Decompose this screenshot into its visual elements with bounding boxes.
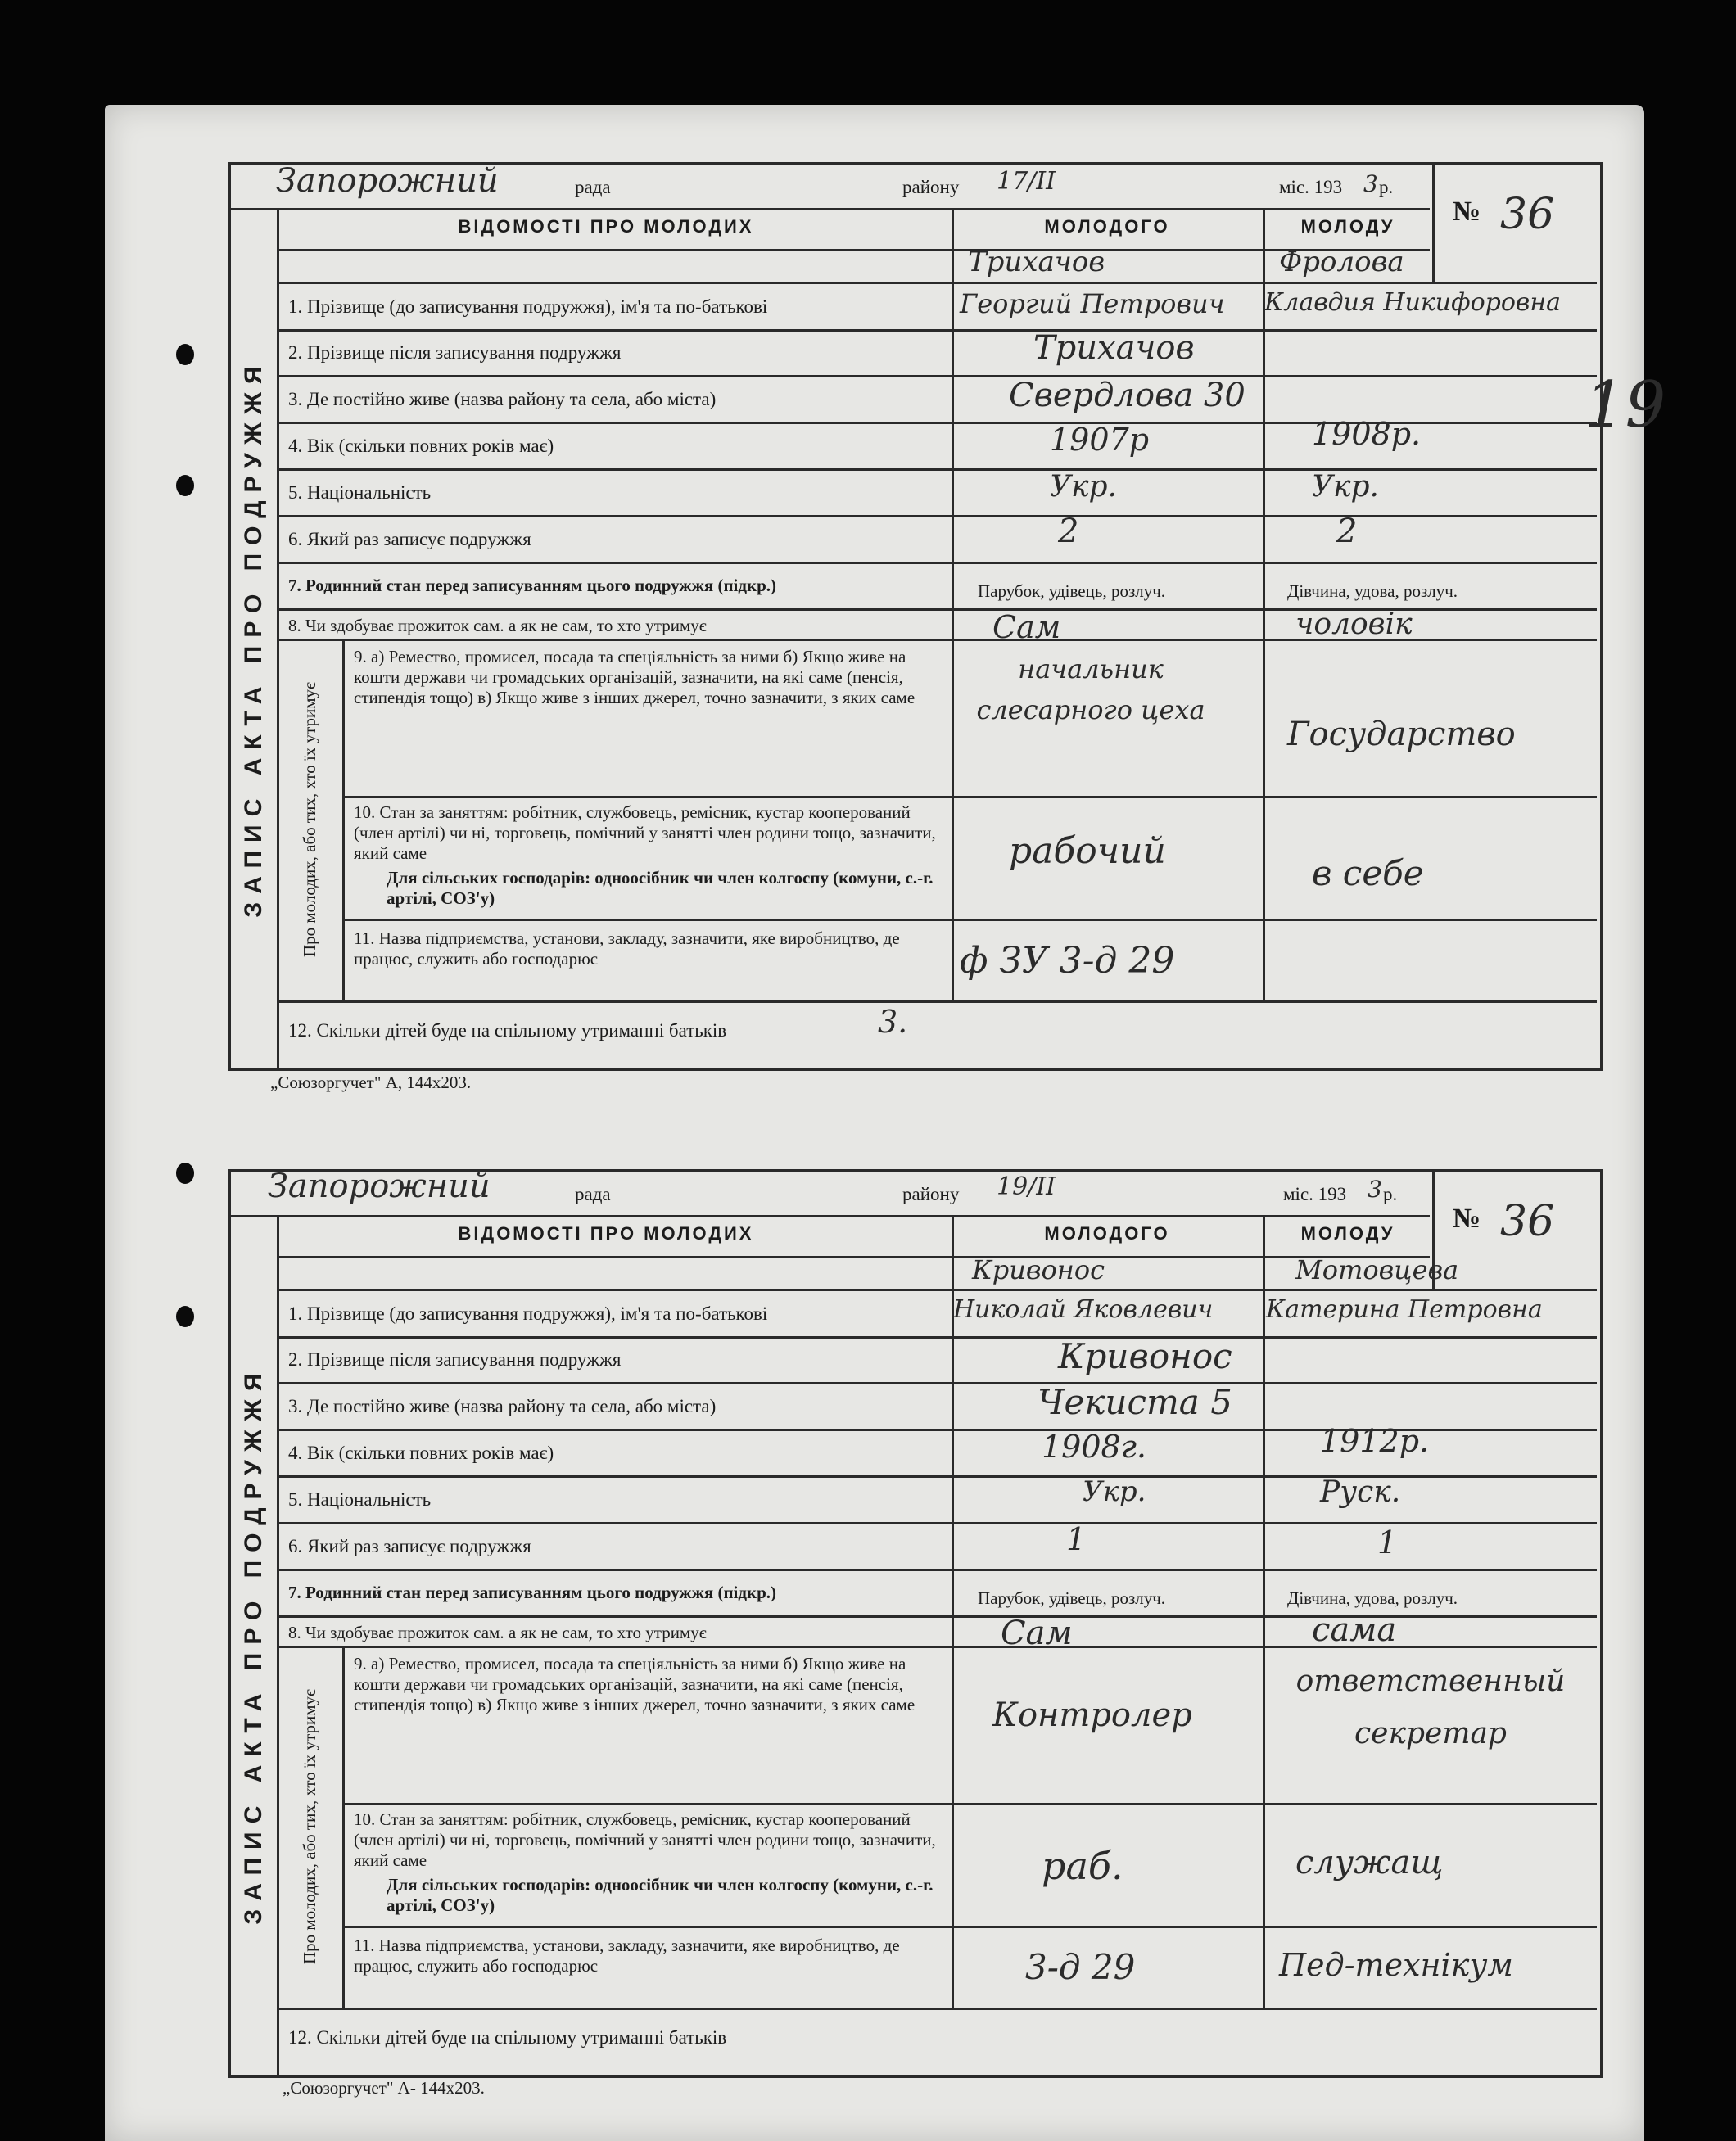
row-3-label: 3. Де постійно живе (назва району та села, або міста)	[288, 1396, 717, 1416]
form-header	[231, 1168, 1430, 1217]
month-label: міс. 193	[1279, 177, 1343, 197]
row-6-label: 6. Який раз записує подружжя	[288, 529, 531, 549]
bride-row-11-hw: Пед-технікум	[1279, 1947, 1513, 1983]
bride-name-hw: Клавдия Никифоровна	[1264, 288, 1562, 317]
bride-row-8-hw: чоловік	[1295, 608, 1413, 641]
row-8-label: 8. Чи здобуває прожиток сам. а як не сам, то хто утримує	[288, 616, 707, 635]
groom-times-hw: 1	[1066, 1521, 1087, 1557]
row-7-bride-options: Дівчина, удова, розлуч.	[1287, 1588, 1458, 1608]
col-groom-header: МОЛОДОГО	[1044, 1223, 1170, 1244]
row-9-label: 9. а) Ремество, промисел, посада та спеціяльність за ними б) Якщо живе на кошти держави чи громадських організацій, зазначити, на які саме (пенсія, стипендія тощо) в) Якщо живе з інших джерел, точно зазначити, з яких саме	[354, 647, 915, 707]
row-7-groom-options: Парубок, удівець, розлуч.	[978, 1588, 1166, 1608]
district-label: району	[902, 177, 960, 197]
section-title: ЗАПИС АКТА ПРО ПОДРУЖЖЯ	[240, 1365, 267, 1925]
row-10-label: 10. Стан за заняттям: робітник, службовець, ремісник, кустар кооперований (член артілі) чи ні, торговець, помічний у занятті член родини тощо, зазначити, який саме	[354, 1809, 936, 1870]
groom-age-hw: 1907р	[1050, 422, 1150, 458]
col-groom-header: МОЛОДОГО	[1044, 216, 1170, 237]
row-3-hw: Чекиста 5	[1038, 1382, 1232, 1422]
col-bride-header: МОЛОДУ	[1300, 1223, 1395, 1244]
bride-row-9-hw: ответственный секретар	[1295, 1664, 1566, 1750]
groom-row-8-hw: Сам	[1001, 1615, 1073, 1652]
punch-hole	[176, 1306, 194, 1327]
row-7-label: 7. Родинний стан перед записуванням цього подружжя (підкр.)	[288, 1583, 777, 1602]
row-8-label: 8. Чи здобуває прожиток сам. а як не сам, то хто утримує	[288, 1623, 707, 1642]
bride-surname-hw: Мотовцева	[1295, 1254, 1459, 1285]
year-suffix: р.	[1379, 177, 1394, 197]
groom-surname-hw: Кривонос	[972, 1254, 1105, 1285]
row-2-label: 2. Прізвище після записування подружжя	[288, 342, 622, 363]
bride-row-10-hw: в себе	[1312, 853, 1424, 893]
row-4-label: 4. Вік (скільки повних років має)	[288, 1443, 554, 1463]
groom-nationality-hw: Укр.	[1050, 470, 1118, 504]
col-info-header: ВІДОМОСТІ ПРО МОЛОДИХ	[458, 216, 754, 237]
number-label: №	[1453, 196, 1481, 227]
row-2-hw: Кривонос	[1058, 1336, 1232, 1376]
record-number-box	[1432, 165, 1600, 284]
row-7-label: 7. Родинний стан перед записуванням цього подружжя (підкр.)	[288, 576, 777, 595]
bride-surname-hw: Фролова	[1279, 246, 1404, 278]
row-12-label: 12. Скільки дітей буде на спільному утриманні батьків	[288, 1020, 727, 1041]
row-5-label: 5. Національність	[288, 482, 432, 503]
bride-times-hw: 2	[1336, 513, 1358, 550]
row-2-label: 2. Прізвище після записування подружжя	[288, 1349, 622, 1370]
year-handwritten: 3	[1363, 170, 1378, 197]
year-suffix: р.	[1383, 1184, 1398, 1204]
row-10-label: 10. Стан за заняттям: робітник, службовець, ремісник, кустар кооперований (член артілі) чи ні, торговець, помічний у занятті член родини тощо, зазначити, який саме	[354, 802, 936, 863]
form-footer-bottom: „Союзоргучет" А- 144х203.	[283, 2078, 485, 2098]
section-title-column	[231, 208, 279, 1068]
bride-name-hw: Катерина Петровна	[1266, 1295, 1543, 1324]
groom-row-10-hw: рабочий	[1009, 830, 1166, 872]
groom-name-hw: Николай Яковлевич	[953, 1295, 1214, 1324]
bride-row-9-hw: Государство	[1287, 716, 1516, 753]
row-9-label: 9. а) Ремество, промисел, посада та спеціяльність за ними б) Якщо живе на кошти держави чи громадських організацій, зазначити, на які саме (пенсія, стипендія тощо) в) Якщо живе з інших джерел, точно зазначити, з яких саме	[354, 1654, 915, 1714]
council-handwritten: Запорожний	[276, 162, 499, 200]
margin-number-hw: 19	[1585, 368, 1666, 442]
form-footer-top: „Союзоргучет" А, 144х203.	[270, 1073, 472, 1092]
council-label: рада	[575, 1184, 611, 1204]
groom-row-8-hw: Сам	[992, 609, 1061, 645]
side-caption-column	[277, 1646, 345, 2008]
bride-nationality-hw: Укр.	[1312, 470, 1380, 504]
groom-age-hw: 1908г.	[1042, 1429, 1146, 1465]
col-info-header: ВІДОМОСТІ ПРО МОЛОДИХ	[458, 1223, 754, 1244]
row-2-hw: Трихачов	[1033, 329, 1195, 367]
row-11-label: 11. Назва підприємства, установи, закладу, зазначити, яке виробництво, де працює, служить або господарює	[354, 1935, 900, 1976]
record-number-handwritten: 36	[1500, 1197, 1555, 1246]
col-bride-header: МОЛОДУ	[1300, 216, 1395, 237]
row-11-label: 11. Назва підприємства, установи, закладу, зазначити, яке виробництво, де працює, служить або господарює	[354, 928, 900, 969]
row-6-label: 6. Який раз записує подружжя	[288, 1536, 531, 1556]
groom-row-10-hw: раб.	[1042, 1844, 1123, 1888]
bride-nationality-hw: Руск.	[1320, 1475, 1401, 1509]
groom-nationality-hw: Укр.	[1083, 1475, 1146, 1508]
row-3-label: 3. Де постійно живе (назва району та села, або міста)	[288, 389, 717, 409]
row-7-groom-options: Парубок, удівець, розлуч.	[978, 581, 1166, 601]
bride-age-hw: 1908р.	[1312, 416, 1422, 452]
groom-surname-hw: Трихачов	[968, 246, 1105, 278]
section-title-column	[231, 1215, 279, 2075]
groom-row-11-hw: ф ЗУ 3-д 29	[960, 940, 1175, 982]
row-1-label: 1. Прізвище (до записування подружжя), ім'я та по-батькові	[288, 296, 768, 317]
form-header	[231, 162, 1430, 210]
month-label: міс. 193	[1283, 1184, 1347, 1204]
year-handwritten: 3	[1368, 1176, 1382, 1203]
number-label: №	[1453, 1204, 1481, 1234]
side-caption-column	[277, 639, 345, 1000]
groom-row-9-hw: начальник слесарного цеха	[976, 653, 1205, 725]
record-number-handwritten: 36	[1500, 190, 1555, 239]
punch-hole	[176, 475, 194, 496]
row-12-label: 12. Скільки дітей буде на спільному утриманні батьків	[288, 2027, 727, 2048]
groom-times-hw: 2	[1058, 513, 1079, 550]
date-handwritten: 17/II	[997, 167, 1056, 196]
row-5-label: 5. Національність	[288, 1489, 432, 1510]
punch-hole	[176, 344, 194, 365]
row-1-label: 1. Прізвище (до записування подружжя), ім'я та по-батькові	[288, 1303, 768, 1324]
district-label: району	[902, 1184, 960, 1204]
bride-row-8-hw: сама	[1312, 1611, 1397, 1649]
council-handwritten: Запорожний	[268, 1168, 491, 1205]
row-7-bride-options: Дівчина, удова, розлуч.	[1287, 581, 1458, 601]
groom-name-hw: Георгий Петрович	[960, 288, 1225, 319]
row-12-hw: 3.	[878, 1004, 908, 1040]
bride-times-hw: 1	[1377, 1524, 1398, 1561]
date-handwritten: 19/II	[997, 1172, 1056, 1201]
council-label: рада	[575, 177, 611, 197]
bride-row-10-hw: служащ	[1295, 1844, 1444, 1881]
side-caption: Про молодих, або тих, хто їх утримує	[300, 681, 319, 958]
row-4-label: 4. Вік (скільки повних років має)	[288, 436, 554, 456]
groom-row-9-hw: Контролер	[992, 1696, 1192, 1734]
side-caption: Про молодих, або тих, хто їх утримує	[300, 1688, 319, 1965]
marriage-record-form-top	[228, 162, 1603, 1071]
punch-hole	[176, 1163, 194, 1184]
section-title: ЗАПИС АКТА ПРО ПОДРУЖЖЯ	[240, 358, 267, 918]
bride-age-hw: 1912р.	[1320, 1423, 1430, 1459]
row-10-farmers-label: Для сільських господарів: одноосібник чи член колгоспу (комуни, с.-г. артілі, СОЗ'у)	[387, 868, 934, 908]
marriage-record-form-bottom	[228, 1169, 1603, 2078]
groom-row-11-hw: 3-д 29	[1025, 1947, 1136, 1987]
row-3-hw: Свердлова 30	[1009, 377, 1245, 414]
row-10-farmers-label: Для сільських господарів: одноосібник чи член колгоспу (комуни, с.-г. артілі, СОЗ'у)	[387, 1875, 934, 1915]
